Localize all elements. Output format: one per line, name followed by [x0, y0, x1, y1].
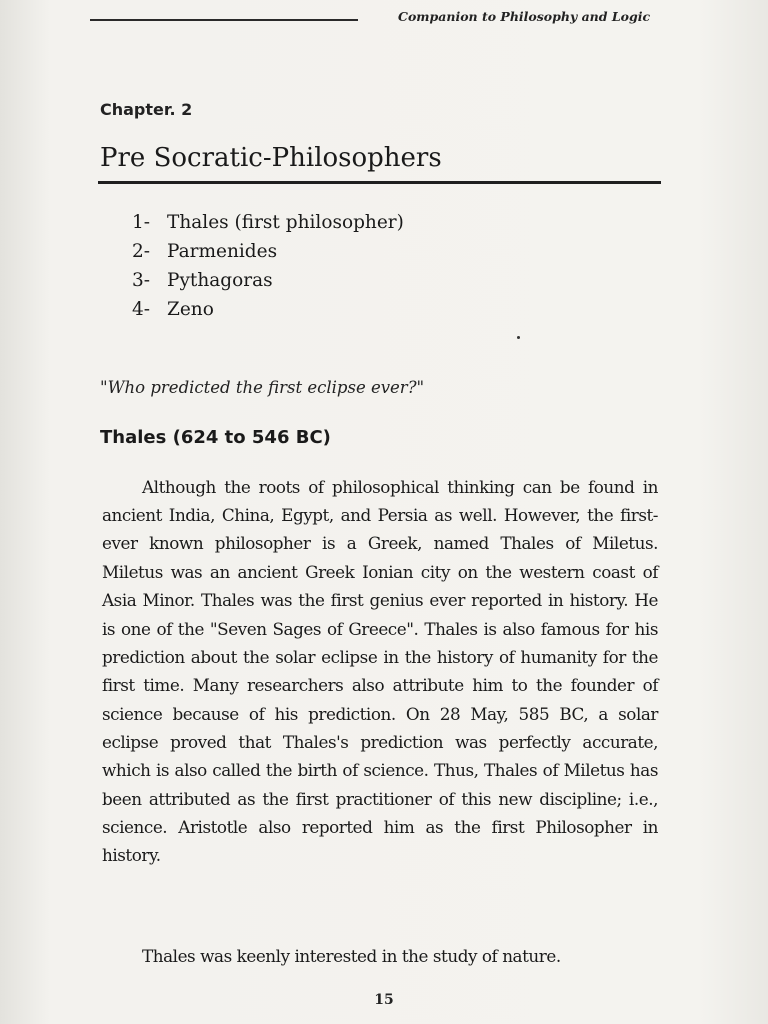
list-item	[132, 266, 404, 295]
pull-quote: "Who predicted the first eclipse ever?"	[100, 378, 425, 397]
topic-list	[132, 208, 404, 324]
list-item-number: 4-	[132, 299, 151, 320]
list-item-number: 3-	[132, 270, 151, 291]
header-rule	[90, 19, 358, 21]
list-item-label: Zeno	[167, 299, 214, 320]
list-item	[132, 208, 404, 237]
list-item	[132, 237, 404, 266]
list-item-label: Parmenides	[167, 241, 278, 262]
list-item-number: 2-	[132, 241, 151, 262]
body-paragraph: Thales was keenly interested in the study of nature.	[142, 945, 561, 966]
print-speck	[517, 336, 520, 339]
list-item-label: Pythagoras	[167, 270, 273, 291]
chapter-title: Pre Socratic-Philosophers	[100, 143, 442, 173]
section-heading: Thales (624 to 546 BC)	[100, 427, 331, 448]
page-number: 15	[374, 992, 394, 1008]
list-item	[132, 295, 404, 324]
running-header: Companion to Philosophy and Logic	[398, 9, 651, 24]
title-underline	[98, 181, 661, 184]
list-item-number: 1-	[132, 212, 151, 233]
chapter-label: Chapter. 2	[100, 100, 193, 119]
list-item-label: Thales (first philosopher)	[167, 212, 404, 233]
body-paragraph: Although the roots of philosophical thinking can be found in ancient India, China, Egypt, and Persia as well. However, the first-ever known philosopher is a Greek, named Thales of Miletus. Miletus was an ancient Greek Ionian city on the western coast of Asia Minor. Thales was the first genius ever reported in history. He is one of the "Seven Sages of Greece". Thales is also famous for his prediction about the solar eclipse in the history of humanity for the first time. Many researchers also attribute him to the founder of science because of his prediction. On 28 May, 585 BC, a solar eclipse proved that Thales's prediction was perfectly accurate, which is also called the birth of science. Thus, Thales of Miletus has been attributed as the first practitioner of this new discipline; i.e., science. Aristotle also reported him as the first Philosopher in history.	[102, 476, 658, 866]
